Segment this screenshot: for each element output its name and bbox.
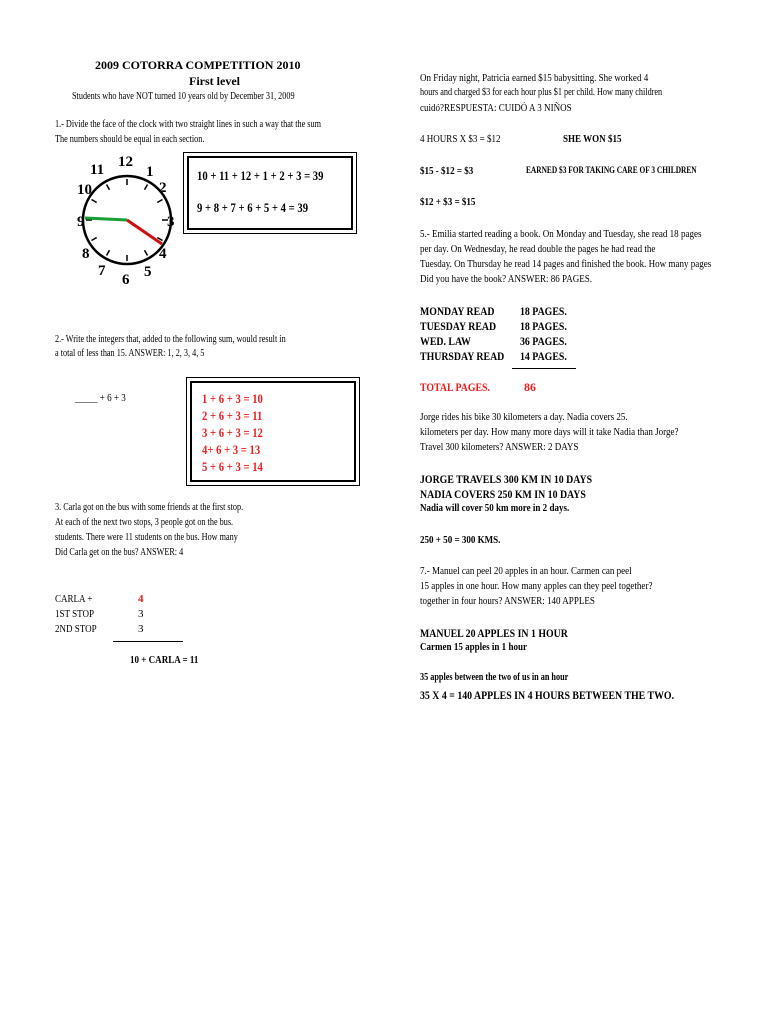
q7-line3: together in four hours? ANSWER: 140 APPLES xyxy=(420,595,595,607)
q2-line2: a total of less than 15. ANSWER: 1, 2, 3, 4, 5 xyxy=(55,348,205,359)
q3-line1: 3. Carla got on the bus with some friends at the first stop. xyxy=(55,502,244,513)
q2-answer-3: 3 + 6 + 3 = 12 xyxy=(202,425,263,440)
q3-row-stop2-value: 3 xyxy=(138,623,144,635)
clock-number-5: 5 xyxy=(144,264,152,280)
q2-answer-box xyxy=(186,377,360,486)
clock-number-1: 1 xyxy=(146,164,154,180)
q1-equation-1: 10 + 11 + 12 + 1 + 2 + 3 = 39 xyxy=(197,168,324,183)
clock-diagram xyxy=(77,152,180,288)
q4-line1: On Friday night, Patricia earned $15 babysitting. She worked 4 xyxy=(420,72,649,84)
q6-answer-nadia: NADIA COVERS 250 KM IN 10 DAYS xyxy=(420,487,586,501)
q1-equation-2: 9 + 8 + 7 + 6 + 5 + 4 = 39 xyxy=(197,200,309,215)
q4-calc-hours: 4 HOURS X $3 = $12 xyxy=(420,133,501,145)
q1-line1: 1.- Divide the face of the clock with two straight lines in such a way that the sum xyxy=(55,119,321,130)
clock-number-11: 11 xyxy=(90,162,105,178)
q7-answer-total: 35 X 4 = 140 APPLES IN 4 HOURS BETWEEN THE TWO. xyxy=(420,688,675,702)
q3-row-carla-label: CARLA + xyxy=(55,593,93,605)
q6-line3: Travel 300 kilometers? ANSWER: 2 DAYS xyxy=(420,441,579,453)
q6-answer-jorge: JORGE TRAVELS 300 KM IN 10 DAYS xyxy=(420,472,593,486)
q4-line3: cuidó?RESPUESTA: CUIDÓ A 3 NIÑOS xyxy=(420,102,572,114)
q3-sum-rule xyxy=(113,641,183,642)
q2-expression: _____ + 6 + 3 xyxy=(75,392,126,404)
q4-calc-total: $12 + $3 = $15 xyxy=(420,196,476,208)
q2-answer-2: 2 + 6 + 3 = 11 xyxy=(202,408,263,423)
page-title: 2009 COTORRA COMPETITION 2010 xyxy=(95,58,301,72)
q5-sum-rule xyxy=(512,368,576,369)
q5-row-thursday-day: THURSDAY READ xyxy=(420,349,505,363)
q5-row-tuesday-day: TUESDAY READ xyxy=(420,319,497,333)
clock-number-3: 3 xyxy=(167,214,175,230)
q3-row-stop1-label: 1ST STOP xyxy=(55,608,95,620)
q5-total-value: 86 xyxy=(524,380,536,394)
q5-line2: per day. On Wednesday, he read double the pages he had read the xyxy=(420,243,656,255)
q3-row-carla-value: 4 xyxy=(138,593,144,605)
eligibility-note: Students who have NOT turned 10 years old by December 31, 2009 xyxy=(72,91,295,102)
q5-row-wednesday-pages: 36 PAGES. xyxy=(520,334,567,348)
q5-line1: 5.- Emilia started reading a book. On Monday and Tuesday, she read 18 pages xyxy=(420,228,702,240)
clock-number-8: 8 xyxy=(82,246,90,262)
q5-line3: Tuesday. On Thursday he read 14 pages and finished the book. How many pages xyxy=(420,258,712,270)
q3-row-stop2-label: 2ND STOP xyxy=(55,623,97,635)
q7-answer-manuel: MANUEL 20 APPLES IN 1 HOUR xyxy=(420,626,568,640)
q7-line1: 7.- Manuel can peel 20 apples in an hour. Carmen can peel xyxy=(420,565,632,577)
q2-line1: 2.- Write the integers that, added to the following sum, would result in xyxy=(55,334,286,345)
q4-earned-note: EARNED $3 FOR TAKING CARE OF 3 CHILDREN xyxy=(526,165,697,175)
q5-row-wednesday-day: WED. LAW xyxy=(420,334,471,348)
q4-calc-diff: $15 - $12 = $3 xyxy=(420,165,474,177)
q5-row-tuesday-pages: 18 PAGES. xyxy=(520,319,567,333)
q5-row-thursday-pages: 14 PAGES. xyxy=(520,349,567,363)
q3-line3: students. There were 11 students on the bus. How many xyxy=(55,532,238,543)
q6-line2: kilometers per day. How many more days will it take Nadia than Jorge? xyxy=(420,426,679,438)
q2-answer-1: 1 + 6 + 3 = 10 xyxy=(202,391,263,406)
minute-hand xyxy=(85,218,127,220)
q1-answer-inner xyxy=(187,156,353,230)
q5-line4: Did you have the book? ANSWER: 86 PAGES. xyxy=(420,273,593,285)
clock-number-7: 7 xyxy=(98,263,106,279)
q5-total-label: TOTAL PAGES. xyxy=(420,380,490,394)
q3-total: 10 + CARLA = 11 xyxy=(130,654,199,666)
clock-number-2: 2 xyxy=(159,180,167,196)
q5-row-monday-day: MONDAY READ xyxy=(420,304,495,318)
q3-row-stop1-value: 3 xyxy=(138,608,144,620)
q4-line2: hours and charged $3 for each hour plus $1 per child. How many children xyxy=(420,87,663,98)
clock-number-9: 9 xyxy=(77,214,85,230)
q1-line2: The numbers should be equal in each section. xyxy=(55,134,205,145)
clock-number-4: 4 xyxy=(159,246,167,262)
q6-answer-more: Nadia will cover 50 km more in 2 days. xyxy=(420,502,570,514)
q6-answer-sum: 250 + 50 = 300 KMS. xyxy=(420,534,501,546)
q7-answer-carmen: Carmen 15 apples in 1 hour xyxy=(420,641,528,653)
q2-answer-4: 4+ 6 + 3 = 13 xyxy=(202,442,261,457)
q7-line2: 15 apples in one hour. How many apples can they peel together? xyxy=(420,580,653,592)
q4-won: SHE WON $15 xyxy=(563,133,622,145)
q5-row-monday-pages: 18 PAGES. xyxy=(520,304,567,318)
q3-line4: Did Carla get on the bus? ANSWER: 4 xyxy=(55,547,184,558)
clock-number-6: 6 xyxy=(122,272,130,288)
q7-answer-both: 35 apples between the two of us in an hour xyxy=(420,672,569,683)
q6-line1: Jorge rides his bike 30 kilometers a day. Nadia covers 25. xyxy=(420,411,628,423)
q2-answer-5: 5 + 6 + 3 = 14 xyxy=(202,459,263,474)
clock-number-12: 12 xyxy=(118,154,133,170)
q1-answer-box xyxy=(183,152,357,234)
clock-number-10: 10 xyxy=(77,182,92,198)
level-heading: First level xyxy=(189,74,240,88)
q2-answer-inner xyxy=(190,381,356,482)
q3-line2: At each of the next two stops, 3 people got on the bus. xyxy=(55,517,234,528)
